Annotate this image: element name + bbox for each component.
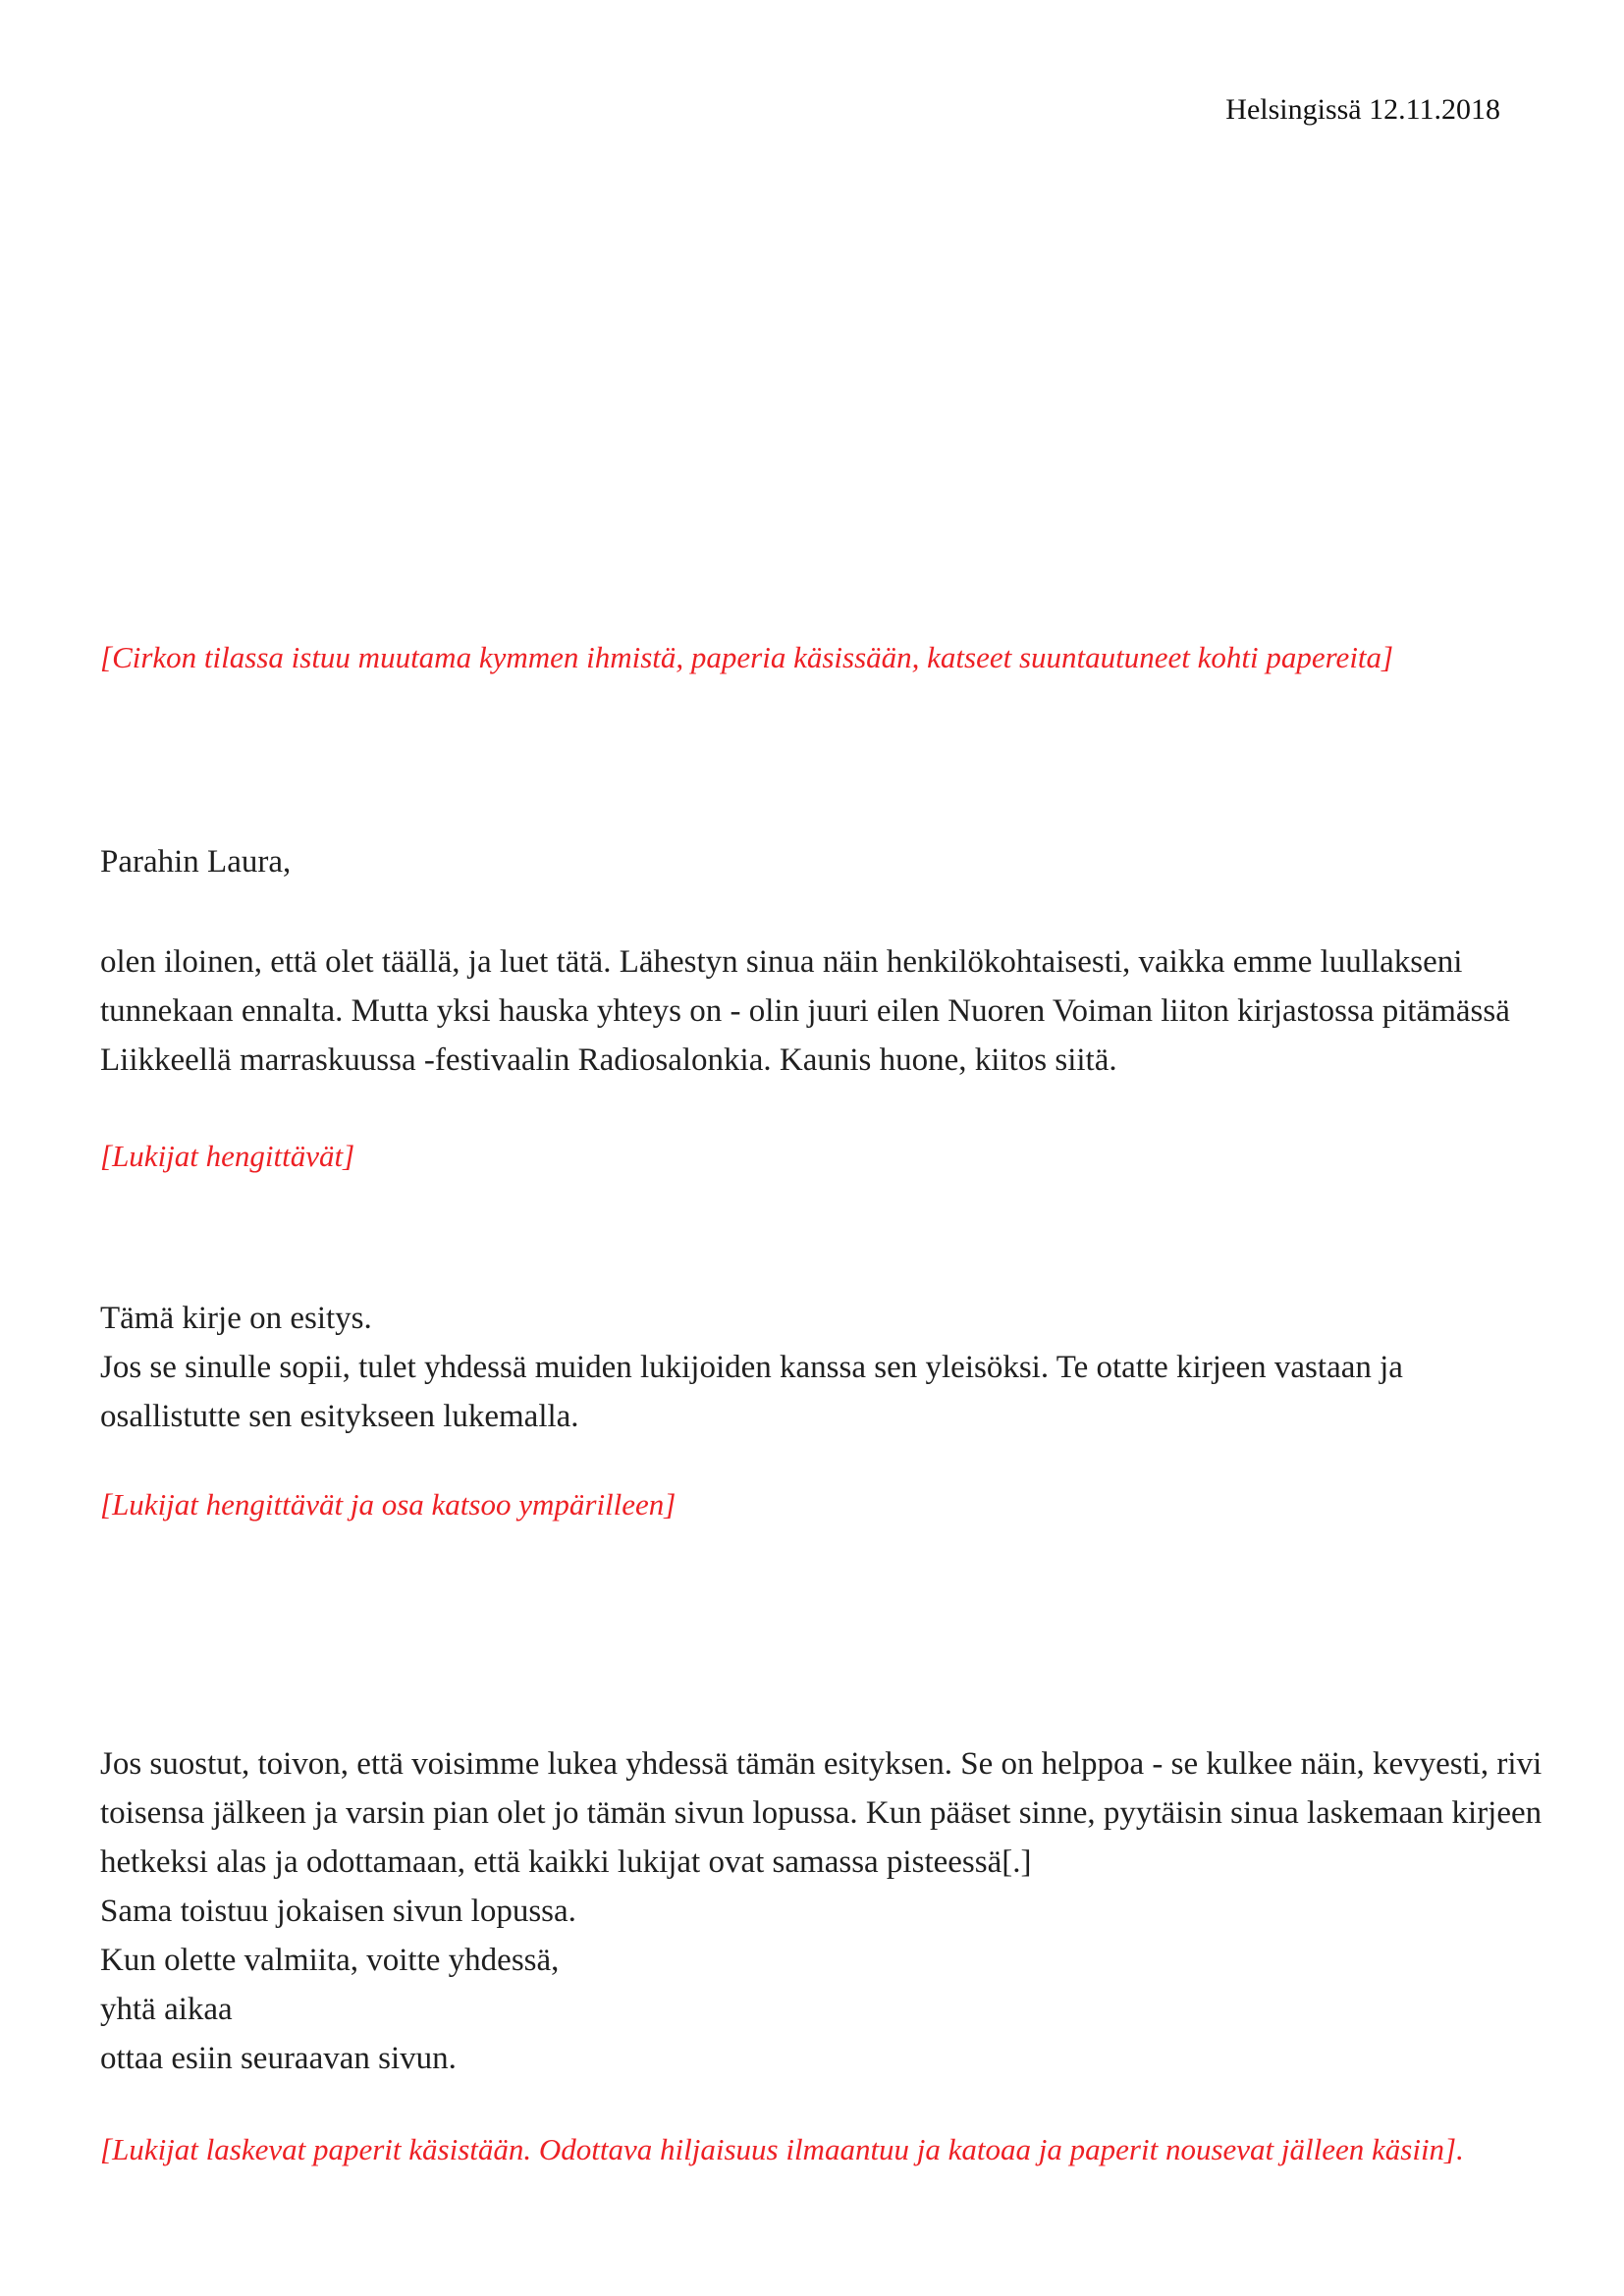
- paragraph-instructions-line-4: yhtä aikaa: [100, 1992, 233, 2027]
- date-line: Helsingissä 12.11.2018: [1225, 93, 1500, 126]
- paragraph-this-letter: [100, 1294, 1543, 1441]
- paragraph-instructions-main: Jos suostut, toivon, että voisimme lukea yhdessä tämän esityksen. Se on helppoa - se kulkee näin, kevyesti, rivi toisensa jälkeen ja varsin pian olet jo tämän sivun lopussa. Kun pääset sinne, pyytäisin sinua laskemaan kirjeen hetkeksi alas ja odottamaan, että kaikki lukijat ovat samassa pisteessä[.]: [100, 1746, 1543, 1880]
- paragraph-instructions: [100, 1739, 1543, 2083]
- paragraph-this-letter-rest: Jos se sinulle sopii, tulet yhdessä muiden lukijoiden kanssa sen yleisöksi. Te otatte kirjeen vastaan ja osallistutte sen esitykseen lukemalla.: [100, 1350, 1403, 1434]
- stage-direction-looking-around: [Lukijat hengittävät ja osa katsoo ympärilleen]: [100, 1487, 677, 1522]
- paragraph-instructions-line-5: ottaa esiin seuraavan sivun.: [100, 2041, 457, 2076]
- paragraph-intro: olen iloinen, että olet täällä, ja luet tätä. Lähestyn sinua näin henkilökohtaisesti, vaikka emme luullakseni tunnekaan ennalta. Mutta yksi hauska yhteys on - olin juuri eilen Nuoren Voiman liiton kirjastossa pitämässä Liikkeellä marraskuussa -festivaalin Radiosalonkia. Kaunis huone, kiitos siitä.: [100, 944, 1510, 1078]
- stage-direction-closing: [Lukijat laskevat paperit käsistään. Odottava hiljaisuus ilmaantuu ja katoaa ja paperit nousevat jälleen käsiin].: [100, 2132, 1464, 2166]
- salutation: Parahin Laura,: [100, 844, 292, 880]
- stage-direction-breathing: [Lukijat hengittävät]: [100, 1139, 355, 1173]
- stage-direction-opening: [Cirkon tilassa istuu muutama kymmen ihmistä, paperia käsissään, katseet suuntautuneet kohti papereita]: [100, 640, 1394, 674]
- paragraph-this-letter-line-1: Tämä kirje on esitys.: [100, 1301, 372, 1336]
- paragraph-instructions-line-2: Sama toistuu jokaisen sivun lopussa.: [100, 1894, 576, 1929]
- paragraph-instructions-line-3: Kun olette valmiita, voitte yhdessä,: [100, 1943, 560, 1978]
